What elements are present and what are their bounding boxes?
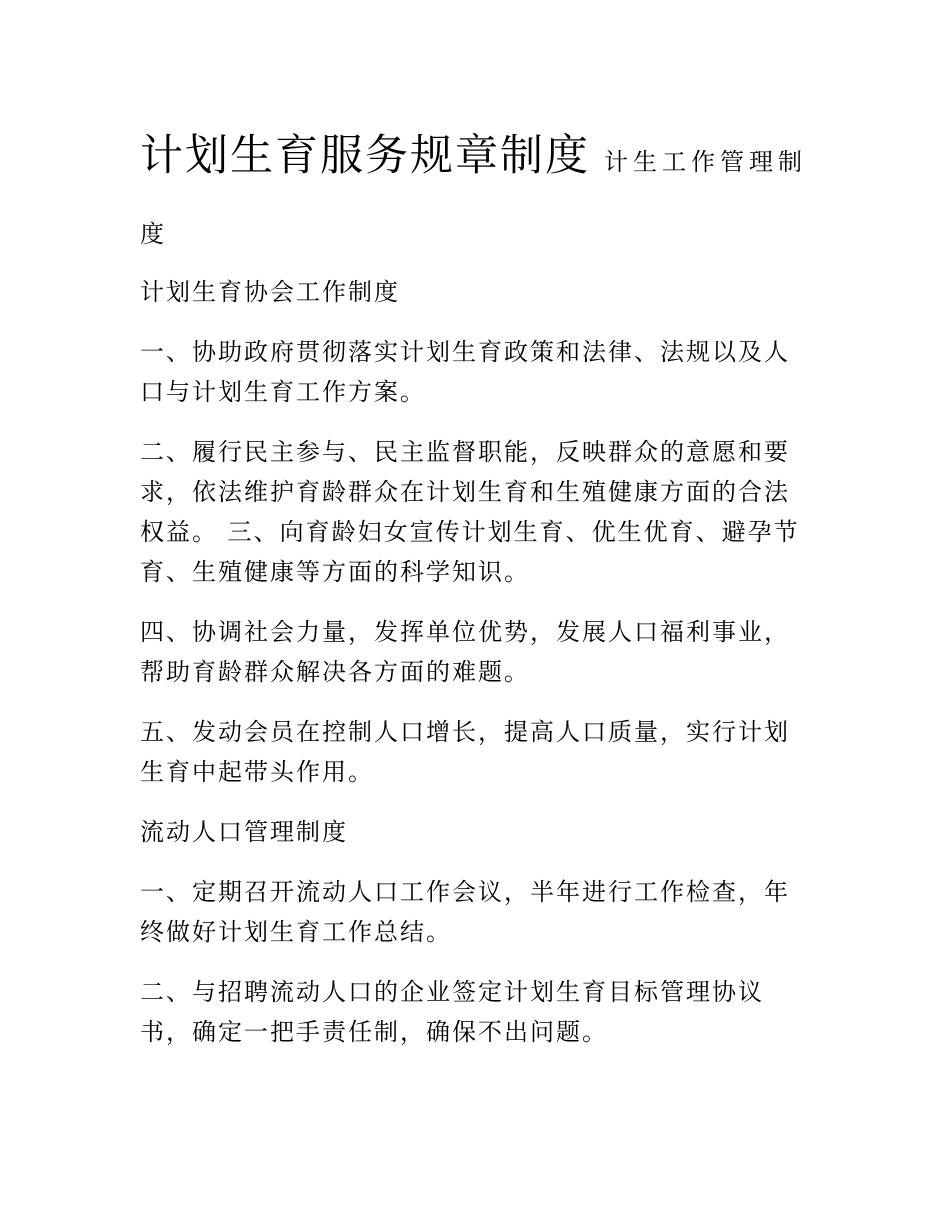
paragraph: 二、履行民主参与、民主监督职能，反映群众的意愿和要求，依法维护育龄群众在计划生育和生殖健康方面的合法权益。 三、向育龄妇女宣传计划生育、优生优育、避孕节育、生殖健康等方面的科学知识。 xyxy=(140,438,800,586)
paragraph: 一、定期召开流动人口工作会议，半年进行工作检查，年终做好计划生育工作总结。 xyxy=(140,878,790,946)
paragraph: 一、协助政府贯彻落实计划生育政策和法律、法规以及人口与计划生育工作方案。 xyxy=(140,338,790,406)
paragraph: 四、协调社会力量，发挥单位优势，发展人口福利事业，帮助育龄群众解决各方面的难题。 xyxy=(140,618,790,686)
document-title xyxy=(140,128,807,193)
paragraph: 五、发动会员在控制人口增长，提高人口质量，实行计划生育中起带头作用。 xyxy=(140,718,790,786)
title-main: 计划生育服务规章制度 xyxy=(140,131,590,181)
section-heading-association: 计划生育协会工作制度 xyxy=(140,278,400,306)
title-continuation: 度 xyxy=(140,220,164,248)
document-body xyxy=(140,272,812,1072)
title-sub: 计生工作管理制 xyxy=(604,148,807,176)
paragraph: 二、与招聘流动人口的企业签定计划生育目标管理协议书，确定一把手责任制，确保不出问题。 xyxy=(140,978,764,1046)
section-heading-floating-population: 流动人口管理制度 xyxy=(140,818,348,846)
